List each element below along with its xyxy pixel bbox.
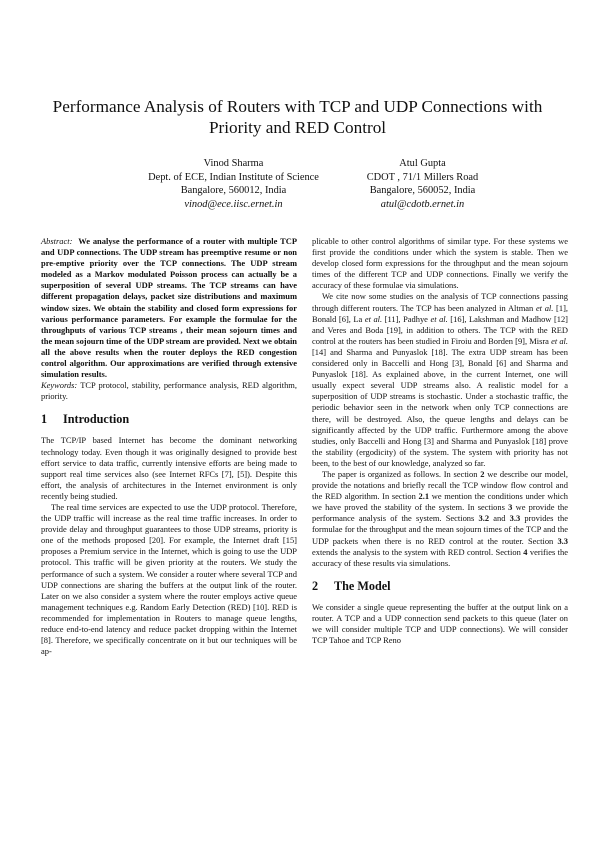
intro-paragraph-1: The TCP/IP based Internet has become the dominant networking technology today. Even though it was originally designed to provide best effort service to data traffic, currently intensive efforts are being made to support real time services also (see Internet RFCs [7], [5]). Despite this effort, the analysis of architectures in the Internet environment is only recently being studied. [41, 435, 297, 501]
et-al: et al. [364, 313, 383, 324]
model-paragraph-1: We consider a single queue representing the buffer at the output link on a router. A TCP and a UDP connection send packets to this queue (later on we will consider multiple TCP and UDP connections). We will consider TCP Tahoe and TCP Reno [312, 601, 568, 646]
text-run: [1], Bonald [6], La [312, 302, 568, 324]
organization-paragraph [312, 469, 568, 569]
abstract [41, 236, 297, 380]
author-affiliation: CDOT , 71/1 Millers Road [366, 171, 479, 183]
text-run: The paper is organized as follows. In section [322, 468, 481, 479]
section-ref: 2 [480, 468, 485, 479]
author-2 [345, 157, 500, 211]
text-run: [16], Lakshman and Madhow [12] and Veres and Boda [19], in addition to others. The TCP with the RED control at the routers has been studied in Firoiu and Borden [9], Misra [312, 313, 568, 346]
et-al: et al. [430, 313, 448, 324]
related-work-paragraph [312, 291, 568, 469]
text-run: We cite now some studies on the analysis of TCP connections passing through different routers. The TCP has been analyzed in Altman [312, 291, 568, 313]
keywords-label: Keywords: [41, 380, 78, 391]
keywords-text: TCP protocol, stability, performance analysis, RED algorithm, priority. [41, 380, 297, 402]
author-1 [131, 157, 336, 211]
left-column [41, 236, 297, 657]
author-address: Bangalore, 560052, India [369, 185, 476, 197]
author-email: atul@cdotb.ernet.in [380, 198, 465, 210]
author-affiliation: Dept. of ECE, Indian Institute of Science [148, 171, 319, 183]
text-run: we provide the performance analysis of the system. Sections [312, 502, 569, 524]
author-name: Vinod Sharma [203, 158, 264, 169]
section-number: 2 [312, 578, 319, 593]
section-title: Introduction [63, 412, 130, 427]
text-run: we mention the conditions under which we have proved the stability of the system. In sections [312, 491, 568, 513]
author-name: Atul Gupta [399, 158, 446, 169]
text-run: [14] and Sharma and Punyaslok [18]. The extra UDP stream has been considered only in Baccelli and Hong [3], Bonald [6] and Sharma and Punyaslok [18]. As explained above, in the current Internet, one will usually expect several UDP streams also. A realistic model for a superposition of UDP streams is stochastic. Under a stochastic traffic, the periodic behavior seen in the network when only TCP connections are there, will be destroyed. Also, the queue lengths and delays can be significantly affected by the UDP traffic. Furthermore among the above studies, only Baccelli and Hong [3] and Sharma and Punyaslok [18] prove the stability (ergodicity) of the system. The system with priority has not been, to the best of our knowledge, analyzed so far. [312, 346, 568, 468]
text-run: provides the formulae for the throughput and the mean sojourn times of the TCP and the UDP packets when there is no RED control at the router. Section [312, 513, 568, 546]
section-heading-model [312, 579, 568, 593]
author-email: vinod@ece.iisc.ernet.in [184, 198, 283, 210]
keywords [41, 380, 297, 402]
section-ref: 2.1 [418, 491, 430, 502]
text-run: extends the analysis to the system with RED control. Section [312, 546, 524, 557]
abstract-text: We analyse the performance of a router with multiple TCP and UDP connections. The UDP stream has preemptive resume or non pre-emptive priority over the TCP connections. The UDP stream modeled as a Markov modulated Poisson process can actually be a superposition of several UDP streams. The TCP streams can have different propagation delays, packet size distributions and maximum window sizes. We obtain the stability and closed form expressions for various performance parameters. For example the formulae for the throughputs of various TCP streams , their mean sojourn times and the mean sojourn time of the UDP stream are provided. Next we obtain all the above results when the router deploys the RED congestion control algorithm. Our approximations are verified through extensive simulation results. [41, 236, 297, 380]
text-run: we describe our model, provide the notations and briefly recall the TCP window flow control and the RED algorithm. In section [312, 468, 568, 502]
section-ref: 3 [508, 502, 513, 513]
et-al: et al. [551, 335, 568, 346]
section-number: 1 [41, 412, 48, 427]
right-column [312, 236, 568, 646]
section-ref: 3.2 [478, 513, 490, 524]
text-run: and [489, 513, 510, 524]
section-title: The Model [334, 578, 391, 593]
paper-title: Performance Analysis of Routers with TCP and UDP Connections with Priority and RED Control [52, 97, 543, 137]
section-ref: 3.3 [557, 535, 568, 546]
et-al: et al. [535, 302, 554, 313]
author-address: Bangalore, 560012, India [180, 185, 287, 197]
text-run: [11], Padhye [382, 313, 431, 324]
intro-paragraph-3: plicable to other control algorithms of similar type. For these systems we first provide the conditions under which the system is stable. Then we develop closed form expressions for the throughput and the mean sojourn times of the different TCP and UDP connections. Finally we verify the accuracy of these formulae via simulations. [312, 236, 568, 291]
intro-paragraph-2: The real time services are expected to use the UDP protocol. Therefore, the UDP traffic will increase as the real time traffic increases. In order to provide delay and throughput guarantees to those UDP streams, priority is one of the methods proposed [20]. For example, the Internet draft [15] proposes a Premium service in the Internet, which is going to use the UDP protocol. This traffic will be given priority at the routers. We study the performance of such a system. We consider a router where several TCP and UDP connections are sharing the buffers at the output link of the router. Later on we also consider a system where the router employs active queue management techniques e.g. Random Early Detection (RED) [10]. RED is recommended for implementation in Routers to manage queue lengths, reduce end-to-end latency and reduce packet dropping within the Internet [8]. Therefore, we specifically concentrate on it but our techniques will be ap- [41, 501, 297, 657]
text-run: verifies the accuracy of these results via simulations. [312, 546, 568, 568]
section-ref: 3.3 [509, 513, 521, 524]
section-heading-introduction [41, 412, 297, 426]
abstract-label: Abstract: [41, 236, 73, 246]
section-ref: 4 [523, 546, 528, 557]
